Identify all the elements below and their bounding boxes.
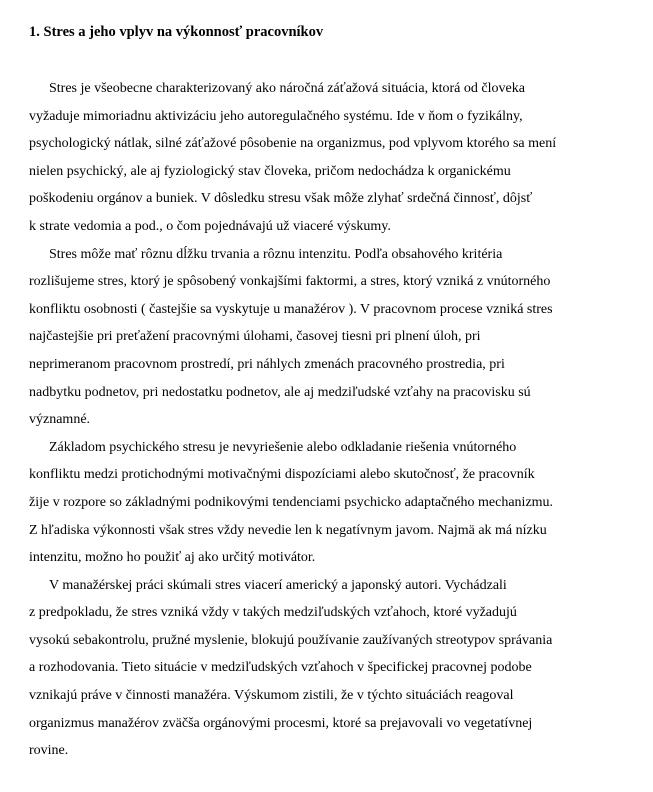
text-line: rozlišujeme stres, ktorý je spôsobený vonkajšími faktormi, a stres, ktorý vzniká z vnútorného [29,274,551,290]
text-line: nadbytku podnetov, pri nedostatku podnetov, ale aj medziľudské vzťahy na pracovisku sú [29,384,531,400]
text-line: vyžaduje mimoriadnu aktivizáciu jeho autoregulačného systému. Ide v ňom o fyzikálny, [29,108,523,124]
text-line: k strate vedomia a pod., o čom pojednávajú už viaceré výskumy. [29,218,391,234]
text-line: a rozhodovania. Tieto situácie v medziľudských vzťahoch v špecifickej pracovnej podobe [29,660,532,676]
text-line: Stres je všeobecne charakterizovaný ako náročná záťažová situácia, ktorá od človeka [49,81,525,96]
text-line: žije v rozpore so základnými podnikovými tendenciami psychicko adaptačného mechanizmu. [29,494,554,510]
text-line: konfliktu medzi protichodnými motivačnými dispozíciami alebo skutočnosť, že pracovník [29,467,535,483]
text-line: neprimeranom pracovnom prostredí, pri náhlych zmenách pracovného prostredia, pri [29,356,505,372]
text-line: intenzitu, možno ho použiť aj ako určitý motivátor. [29,550,316,566]
paragraph [29,75,629,241]
paragraph [29,241,629,434]
section-heading: 1. Stres a jeho vplyv na výkonnosť pracovníkov [29,24,324,40]
text-line: organizmus manažérov zväčša orgánovými procesmi, ktoré sa prejavovali vo vegetatívnej [29,715,533,731]
text-line: nielen psychický, ale aj fyziologický stav človeka, pričom nedochádza k organickému [29,163,511,179]
text-line: Základom psychického stresu je nevyriešenie alebo odkladanie riešenia vnútorného [49,439,517,455]
text-line: vznikajú práve v činnosti manažéra. Výskumom zistili, že v týchto situáciách reagoval [29,688,514,704]
document-body [29,75,629,765]
text-line: rovine. [29,743,69,759]
text-line: vysokú sebakontrolu, pružné myslenie, blokujú používanie zaužívaných streotypov správania [29,632,553,648]
text-line: významné. [29,412,91,428]
text-line: Stres môže mať rôznu dĺžku trvania a rôznu intenzitu. Podľa obsahového kritéria [49,246,503,262]
paragraph [29,434,629,572]
text-line: z predpokladu, že stres vzniká vždy v takých medziľudských vzťahoch, ktoré vyžadujú [29,605,517,621]
text-line: konfliktu osobnosti ( častejšie sa vyskytuje u manažérov ). V pracovnom procese vzniká stres [29,301,553,317]
text-line: V manažérskej práci skúmali stres viacerí americký a japonský autori. Vychádzali [49,577,507,593]
paragraph [29,572,629,765]
text-line: Z hľadiska výkonnosti však stres vždy nevedie len k negatívnym javom. Najmä ak má nízku [29,522,547,538]
text-line: poškodeniu orgánov a buniek. V dôsledku stresu však môže zlyhať srdečná činnosť, dôjsť [29,191,533,207]
text-line: najčastejšie pri preťažení pracovnými úlohami, časovej tiesni pri plnení úloh, pri [29,329,481,345]
text-line: psychologický nátlak, silné záťažové pôsobenie na organizmus, pod vplyvom ktorého sa mení [29,136,557,152]
